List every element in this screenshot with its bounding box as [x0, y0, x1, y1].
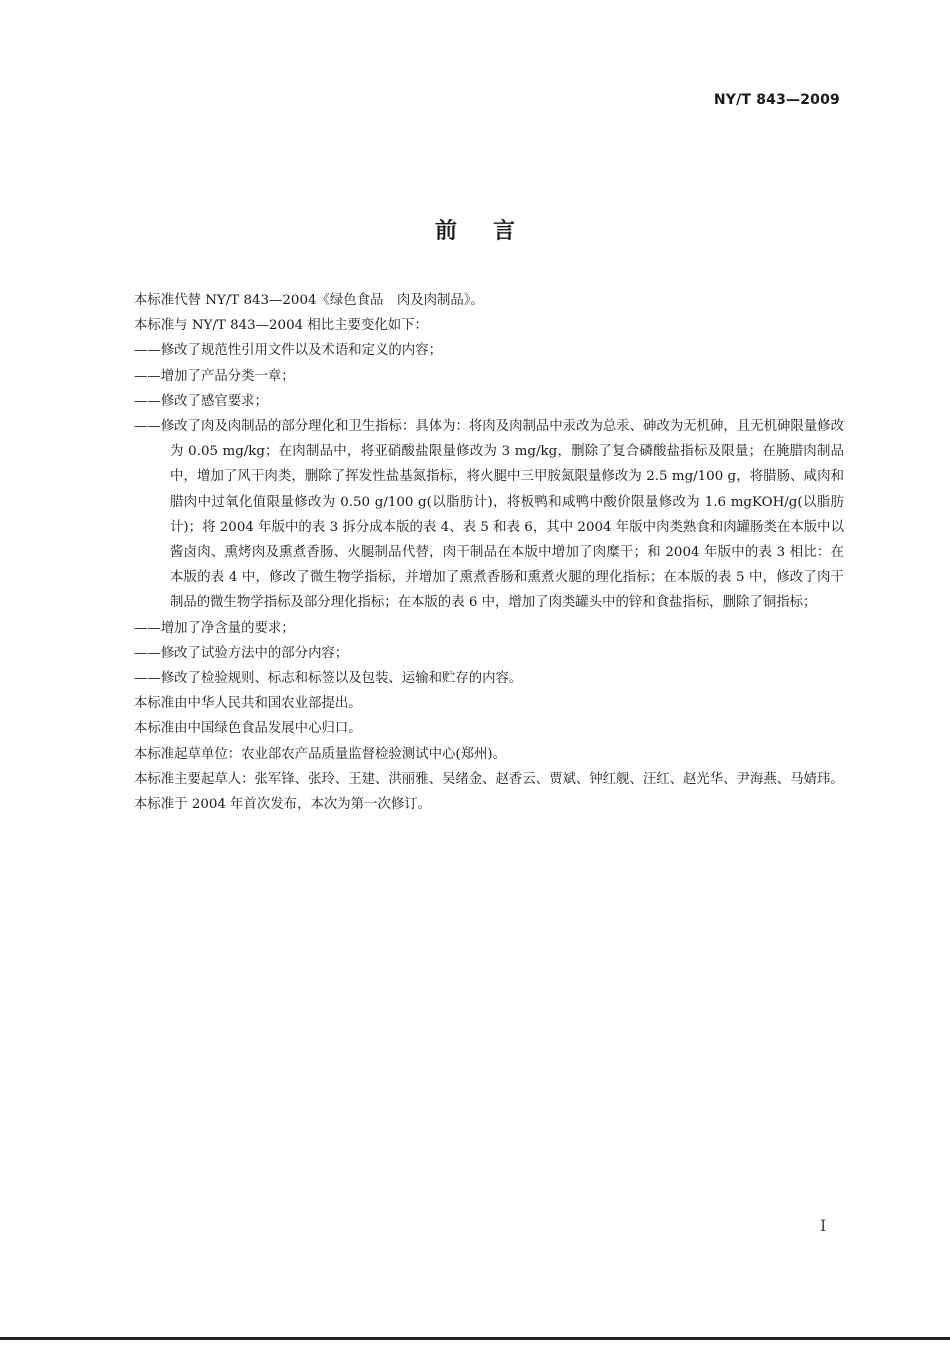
- paragraph-proposer: 本标准由中华人民共和国农业部提出。: [134, 696, 362, 712]
- change-item: ——修改了试验方法中的部分内容；: [134, 645, 349, 661]
- change-item: ——修改了检验规则、标志和标签以及包装、运输和贮存的内容。: [134, 671, 523, 687]
- change-item: ——修改了肉及肉制品的部分理化和卫生指标：具体为：将肉及肉制品中汞改为总汞、砷改为无机砷，且无机砷限量修改为 0.05 mg/kg；在肉制品中，将亚硝酸盐限量修改为 3 mg/kg，删除了复合磷酸盐指标及限量；在腌腊肉制品中，增加了风干肉类，删除了挥发性盐基氮指标，将火腿中三甲胺氮限量修改为 2.5 mg/100 g，将腊肠、咸肉和腊肉中过氧化值限量修改为 0.50 g/100 g(以脂肪计)，将板鸭和咸鸭中酸价限量修改为 1.6 mgKOH/g(以脂肪计)；将 2004 年版中的表 3 拆分成本版的表 4、表 5 和表 6，其中 2004 年版中肉类熟食和肉罐肠类在本版中以酱卤肉、熏烤肉及熏煮香肠、火腿制品代替，肉干制品在本版中增加了肉糜干；和 2004 年版中的表 3 相比：在本版的表 4 中，修改了微生物学指标，并增加了熏煮香肠和熏煮火腿的理化指标；在本版的表 5 中，修改了肉干制品的微生物学指标及部分理化指标；在本版的表 6 中，增加了肉类罐头中的锌和食盐指标，删除了铜指标；: [134, 419, 844, 611]
- change-item: ——修改了感官要求；: [134, 393, 268, 409]
- paragraph-administrator: 本标准由中国绿色食品发展中心归口。: [134, 721, 362, 737]
- foreword-body: [92, 288, 844, 817]
- standard-code: NY/T 843—2009: [713, 92, 840, 108]
- paragraph-replaces: 本标准代替 NY/T 843—2004《绿色食品 肉及肉制品》。: [134, 293, 484, 308]
- paragraph-drafters: 本标准主要起草人：张军锋、张玲、王建、洪丽雅、吴绪金、赵香云、贾斌、钟红舰、汪红、赵光华、尹海燕、马婧玮。: [134, 771, 844, 787]
- paragraph-drafting-unit: 本标准起草单位：农业部农产品质量监督检验测试中心(郑州)。: [134, 746, 506, 762]
- change-item: ——增加了净含量的要求；: [134, 620, 295, 636]
- bottom-divider: [0, 1337, 950, 1340]
- change-item: ——修改了规范性引用文件以及术语和定义的内容；: [134, 343, 442, 359]
- paragraph-history: 本标准于 2004 年首次发布，本次为第一次修订。: [134, 797, 432, 813]
- paragraph-changes-intro: 本标准与 NY/T 843—2004 相比主要变化如下：: [134, 318, 428, 334]
- page-number: I: [820, 1216, 827, 1235]
- page-title: 前言: [434, 219, 551, 244]
- change-item: ——增加了产品分类一章；: [134, 368, 295, 384]
